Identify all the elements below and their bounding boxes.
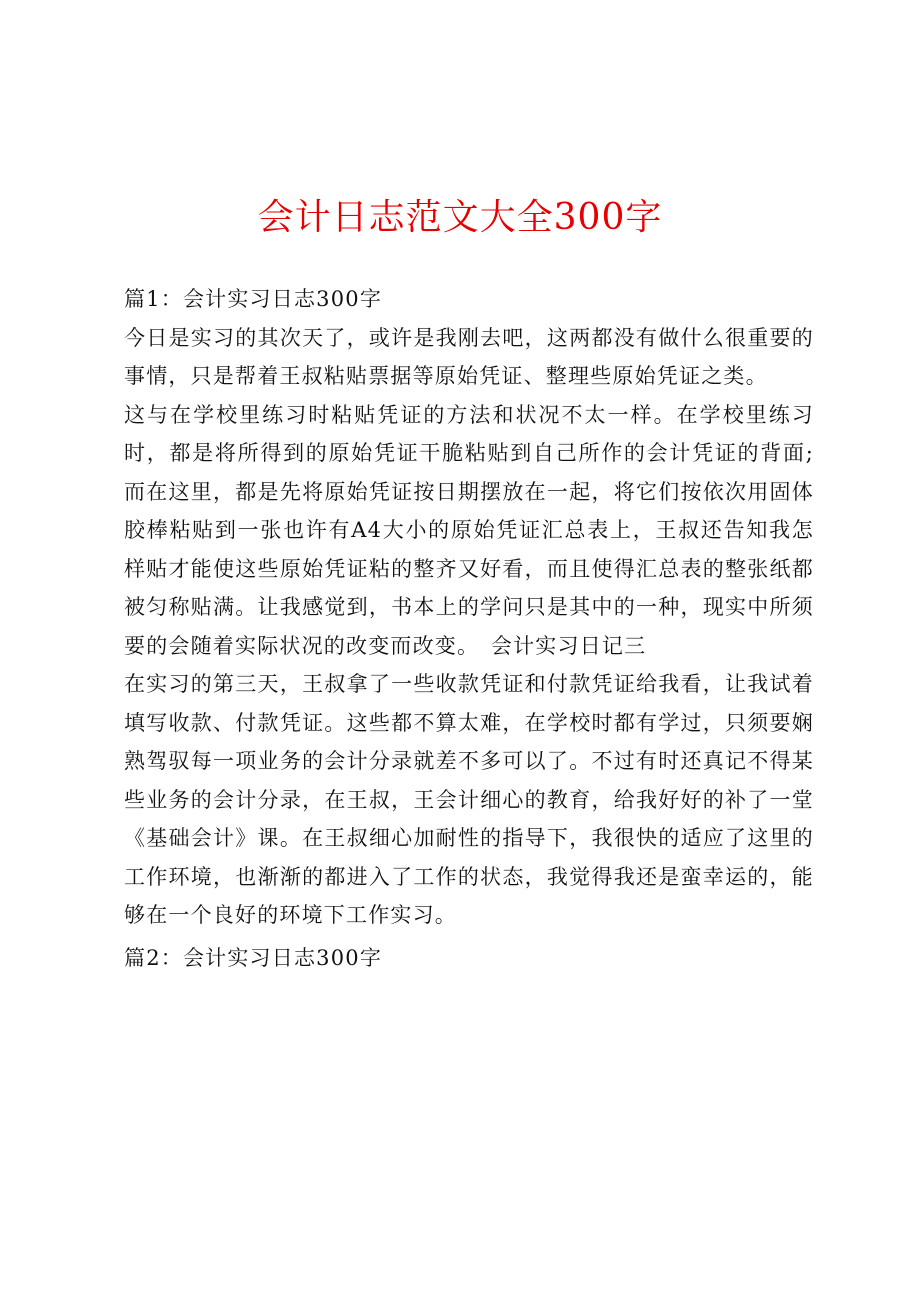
document-body <box>124 280 814 977</box>
section-heading-2: 篇2：会计实习日志300字 <box>124 945 383 970</box>
document-title: 会计日志范文大全300字 <box>257 197 663 238</box>
paragraph-1: 今日是实习的其次天了，或许是我刚去吧，这两都没有做什么很重要的事情，只是帮着王叔粘贴票据等原始凭证、整理些原始凭证之类。 <box>124 325 814 388</box>
paragraph-2: 这与在学校里练习时粘贴凭证的方法和状况不太一样。在学校里练习时，都是将所得到的原始凭证干脆粘贴到自己所作的会计凭证的背面;而在这里，都是先将原始凭证按日期摆放在一起，将它们按依次用固体胶棒粘贴到一张也许有A4大小的原始凭证汇总表上，王叔还告知我怎样贴才能使这些原始凭证粘的整齐又好看，而且使得汇总表的整张纸都被匀称贴满。让我感觉到，书本上的学问只是其中的一种，现实中所须要的会随着实际状况的改变而改变。 会计实习日记三 <box>124 402 814 658</box>
paragraph-3: 在实习的第三天，王叔拿了一些收款凭证和付款凭证给我看，让我试着填写收款、付款凭证。这些都不算太难，在学校时都有学过，只须要娴熟驾驭每一项业务的会计分录就差不多可以了。不过有时还真记不得某些业务的会计分录，在王叔，王会计细心的教育，给我好好的补了一堂《基础会计》课。在王叔细心加耐性的指导下，我很快的适应了这里的工作环境，也渐渐的都进入了工作的状态，我觉得我还是蛮幸运的，能够在一个良好的环境下工作实习。 <box>124 672 814 927</box>
section-heading-1: 篇1：会计实习日志300字 <box>124 287 383 311</box>
